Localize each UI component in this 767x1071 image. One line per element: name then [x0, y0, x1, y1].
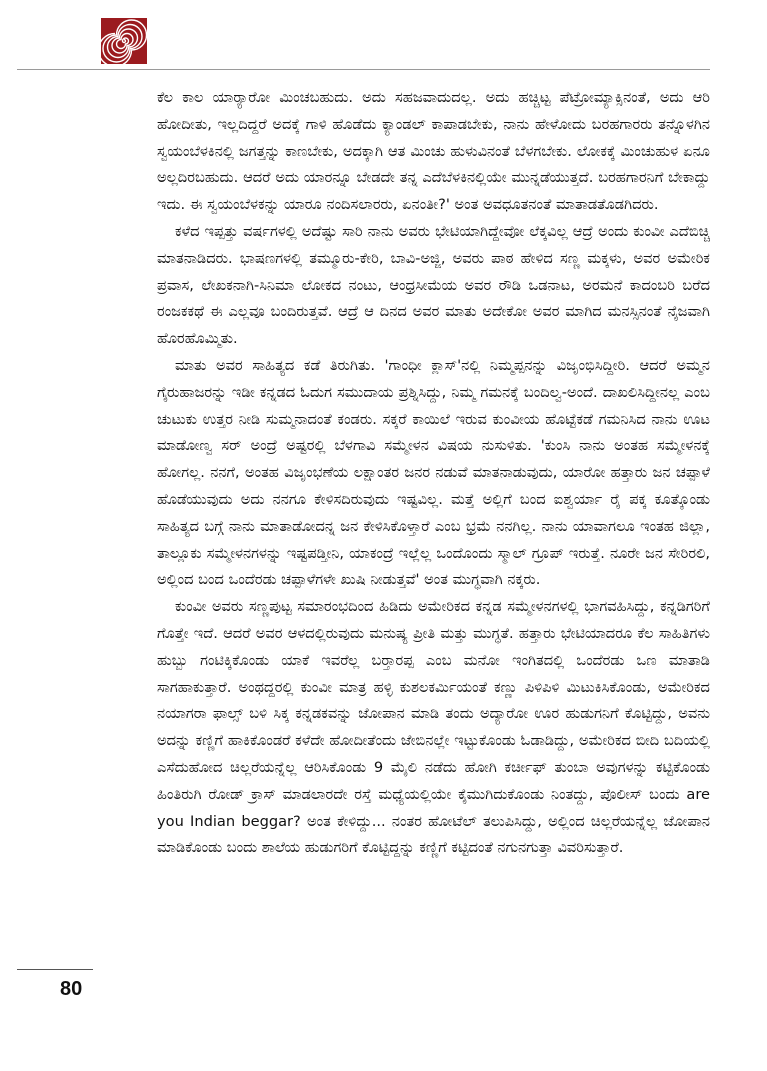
red-spiral-logo-icon: [101, 18, 147, 64]
page-number-rule: [17, 969, 93, 970]
header-rule: [17, 69, 710, 70]
paragraph: ಕುಂವೀ ಅವರು ಸಣ್ಣಪುಟ್ಟ ಸಮಾರಂಭದಿಂದ ಹಿಡಿದು ಅಮೇರಿಕದ ಕನ್ನಡ ಸಮ್ಮೇಳನಗಳಲ್ಲಿ ಭಾಗವಹಿಸಿದ್ದು, ಕನ್ನಡಿಗರಿಗೆ ಗೊತ್ತೇ ಇದೆ. ಆದರೆ ಅವರ ಆಳದಲ್ಲಿರುವುದು ಮನುಷ್ಯ ಪ್ರೀತಿ ಮತ್ತು ಮುಗ್ಧತೆ. ಹತ್ತಾರು ಭೇಟಿಯಾದರೂ ಕೆಲ ಸಾಹಿತಿಗಳು ಹುಬ್ಬು ಗಂಟಿಕ್ಕಿಕೊಂಡು ಯಾಕೆ ಇವರೆಲ್ಲ ಬರ್‍ತಾರಪ್ಪ ಎಂಬ ಮನೋ ಇಂಗಿತದಲ್ಲಿ ಒಂದೆರಡು ಒಣ ಮಾತಾಡಿ ಸಾಗಹಾಕುತ್ತಾರೆ. ಅಂಥದ್ದರಲ್ಲಿ ಕುಂವೀ ಮಾತ್ರ ಹಳ್ಳಿ ಕುಶಲಕರ್ಮಿಯಂತೆ ಕಣ್ಣು ಪಿಳಿಪಿಳಿ ಮಿಟುಕಿಸಿಕೊಂಡು, ಅಮೇರಿಕದ ನಯಾಗರಾ ಫಾಲ್ಸ್ ಬಳಿ ಸಿಕ್ಕ ಕನ್ನಡಕವನ್ನು ಜೋಪಾನ ಮಾಡಿ ತಂದು ಅದ್ಯಾರೋ ಊರ ಹುಡುಗನಿಗೆ ಕೊಟ್ಟಿದ್ದು, ಅವನು ಅದನ್ನು ಕಣ್ಣಿಗೆ ಹಾಕಿಕೊಂಡರೆ ಕಳೆದೇ ಹೋದೀತೆಂದು ಜೇಬಿನಲ್ಲೇ ಇಟ್ಟುಕೊಂಡು ಓಡಾಡಿದ್ದು, ಅಮೇರಿಕದ ಬೀದಿ ಬದಿಯಲ್ಲಿ ಎಸೆದುಹೋದ ಚಿಲ್ಲರೆಯನ್ನೆಲ್ಲ ಆರಿಸಿಕೊಂಡು 9 ಮೈಲಿ ನಡೆದು ಹೋಗಿ ಕರ್ಚೀಫ್ ತುಂಬಾ ಅವುಗಳನ್ನು ಕಟ್ಟಿಕೊಂಡು ಹಿಂತಿರುಗಿ ರೋಡ್ ಕ್ರಾಸ್ ಮಾಡಲಾರದೇ ರಸ್ತೆ ಮಧ್ಯೆಯಲ್ಲಿಯೇ ಕೈಮುಗಿದುಕೊಂಡು ನಿಂತದ್ದು, ಪೊಲೀಸ್ ಬಂದು are you Indian beggar? ಅಂತ ಕೇಳಿದ್ದು... ನಂತರ ಹೋಟೆಲ್ ತಲುಪಿಸಿದ್ದು, ಅಲ್ಲಿಂದ ಚಿಲ್ಲರೆಯನ್ನೆಲ್ಲ ಜೋಪಾನ ಮಾಡಿಕೊಂಡು ಬಂದು ಶಾಲೆಯ ಹುಡುಗರಿಗೆ ಕೊಟ್ಟಿದ್ದನ್ನು ಕಣ್ಣಿಗೆ ಕಟ್ಟಿದಂತೆ ನಗುನಗುತ್ತಾ ವಿವರಿಸುತ್ತಾರೆ.: [157, 598, 710, 857]
page-number: 80: [60, 978, 83, 1000]
paragraph: ಮಾತು ಅವರ ಸಾಹಿತ್ಯದ ಕಡೆ ತಿರುಗಿತು. 'ಗಾಂಧೀ ಕ್ಲಾಸ್'ನಲ್ಲಿ ನಿಮ್ಮಪ್ಪನನ್ನು ವಿಜೃಂಭಿಸಿದ್ದೀರಿ. ಆದರೆ ಅಮ್ಮನ ಗೈರುಹಾಜರನ್ನು ಇಡೀ ಕನ್ನಡದ ಓದುಗ ಸಮುದಾಯ ಪ್ರಶ್ನಿಸಿದ್ದು, ನಿಮ್ಮ ಗಮನಕ್ಕೆ ಬಂದಿಲ್ವ-ಅಂದೆ. ದಾಖಲಿಸಿದ್ದೀನಲ್ಲ ಎಂಬ ಚುಟುಕು ಉತ್ತರ ನೀಡಿ ಸುಮ್ಮನಾದಂತೆ ಕಂಡರು. ಸಕ್ಕರೆ ಕಾಯಿಲೆ ಇರುವ ಕುಂವೀಯ ಹೊಟ್ಟೆಕಡೆ ಗಮನಿಸಿದ ನಾನು ಊಟ ಮಾಡೋಣ್ವ ಸರ್ ಅಂದ್ರೆ ಅಷ್ಟರಲ್ಲಿ ಬೆಳಗಾವಿ ಸಮ್ಮೇಳನ ವಿಷಯ ನುಸುಳಿತು. 'ಕುಂಸಿ ನಾನು ಅಂತಹ ಸಮ್ಮೇಳನಕ್ಕೆ ಹೋಗಲ್ಲ. ನನಗೆ, ಅಂತಹ ವಿಜೃಂಭಣೆಯ ಲಕ್ಷಾಂತರ ಜನರ ನಡುವೆ ಮಾತನಾಡುವುದು, ಯಾರೋ ಹತ್ತಾರು ಜನ ಚಪ್ಪಾಳೆ ಹೊಡೆಯುವುದು ಅದು ನನಗೂ ಕೇಳಿಸದಿರುವುದು ಇಷ್ಟವಿಲ್ಲ. ಮತ್ತೆ ಅಲ್ಲಿಗೆ ಬಂದ ಐಶ್ವರ್ಯಾ ರೈ ಪಕ್ಕ ಕೂತ್ಕೊಂಡು ಸಾಹಿತ್ಯದ ಬಗ್ಗೆ ನಾನು ಮಾತಾಡೋದನ್ನ ಜನ ಕೇಳಿಸಿಕೊಳ್ತಾರೆ ಎಂಬ ಭ್ರಮೆ ನನಗಿಲ್ಲ. ನಾನು ಯಾವಾಗಲೂ ಇಂತಹ ಜಿಲ್ಲಾ, ತಾಲ್ಲೂಕು ಸಮ್ಮೇಳನಗಳನ್ನು ಇಷ್ಟಪಡ್ತೀನಿ, ಯಾಕಂದ್ರೆ ಇಲ್ಲೆಲ್ಲ ಒಂದೊಂದು ಸ್ಮಾಲ್ ಗ್ರೂಪ್ ಇರುತ್ತೆ. ನೂರೇ ಜನ ಸೇರಿರಲಿ, ಅಲ್ಲಿಂದ ಬಂದ ಒಂದೆರಡು ಚಪ್ಪಾಳೆಗಳೇ ಖುಷಿ ನೀಡುತ್ತವೆ' ಅಂತ ಮುಗ್ಧವಾಗಿ ನಕ್ಕರು.: [157, 356, 710, 589]
paragraph: ಕೆಲ ಕಾಲ ಯಾರ್‍ಯಾರೋ ಮಿಂಚಬಹುದು. ಅದು ಸಹಜವಾದುದಲ್ಲ. ಅದು ಹಚ್ಚಿಟ್ಟ ಪೆಟ್ರೋಮ್ಯಾಕ್ಸಿನಂತೆ, ಅದು ಆರಿ ಹೋದೀತು, ಇಲ್ಲದಿದ್ದರೆ ಅದಕ್ಕೆ ಗಾಳಿ ಹೊಡೆದು ಕ್ಯಾಂಡಲ್ ಕಾಪಾಡಬೇಕು, ನಾನು ಹೇಳೋದು ಬರಹಗಾರರು ತನ್ನೊಳಗಿನ ಸ್ವಯಂಬೆಳಕಿನಲ್ಲಿ ಜಗತ್ತನ್ನು ಕಾಣಬೇಕು, ಅದಕ್ಕಾಗಿ ಆತ ಮಿಂಚು ಹುಳುವಿನಂತೆ ಬೆಳಗಬೇಕು. ಲೋಕಕ್ಕೆ ಮಿಂಚುಹುಳ ಏನೂ ಅಲ್ಲದಿರಬಹುದು. ಆದರೆ ಅದು ಯಾರನ್ನೂ ಬೇಡದೇ ತನ್ನ ಎದೆಬೆಳಕಿನಲ್ಲಿಯೇ ಮುನ್ನಡೆಯುತ್ತದೆ. ಬರಹಗಾರನಿಗೆ ಬೇಕಾದ್ದು ಇದು. ಈ ಸ್ವಯಂಬೆಳಕನ್ನು ಯಾರೂ ನಂದಿಸಲಾರರು, ಏನಂತೀ?' ಅಂತ ಅವಧೂತನಂತೆ ಮಾತಾಡತೊಡಗಿದರು.: [157, 89, 710, 214]
paragraph: ಕಳೆದ ಇಪ್ಪತ್ತು ವರ್ಷಗಳಲ್ಲಿ ಅದೆಷ್ಟು ಸಾರಿ ನಾನು ಅವರು ಭೇಟಿಯಾಗಿದ್ದೇವೋ ಲೆಕ್ಕವಿಲ್ಲ ಆದ್ರೆ ಅಂದು ಕುಂವೀ ಎದೆಬಿಚ್ಚಿ ಮಾತನಾಡಿದರು. ಭಾಷಣಗಳಲ್ಲಿ ತಮ್ಮೂರು-ಕೇರಿ, ಬಾವಿ-ಅಜ್ಜಿ, ಅವರು ಪಾಠ ಹೇಳಿದ ಸಣ್ಣ ಮಕ್ಕಳು, ಅವರ ಅಮೇರಿಕ ಪ್ರವಾಸ, ಲೇಖಕನಾಗಿ-ಸಿನಿಮಾ ಲೋಕದ ನಂಟು, ಆಂಧ್ರಸೀಮೆಯ ಅವರ ರೌಡಿ ಒಡನಾಟ, ಅರಮನೆ ಕಾದಂಬರಿ ಬರೆದ ರಂಜಕಕಥೆ ಈ ಎಲ್ಲವೂ ಬಂದಿರುತ್ತವೆ. ಆದ್ರೆ ಆ ದಿನದ ಅವರ ಮಾತು ಅದೇಕೋ ಅವರ ಮಾಗಿದ ಮನಸ್ಸಿನಂತೆ ನೈಜವಾಗಿ ಹೊರಹೊಮ್ಮಿತು.: [157, 222, 710, 348]
article-body: [157, 85, 710, 862]
